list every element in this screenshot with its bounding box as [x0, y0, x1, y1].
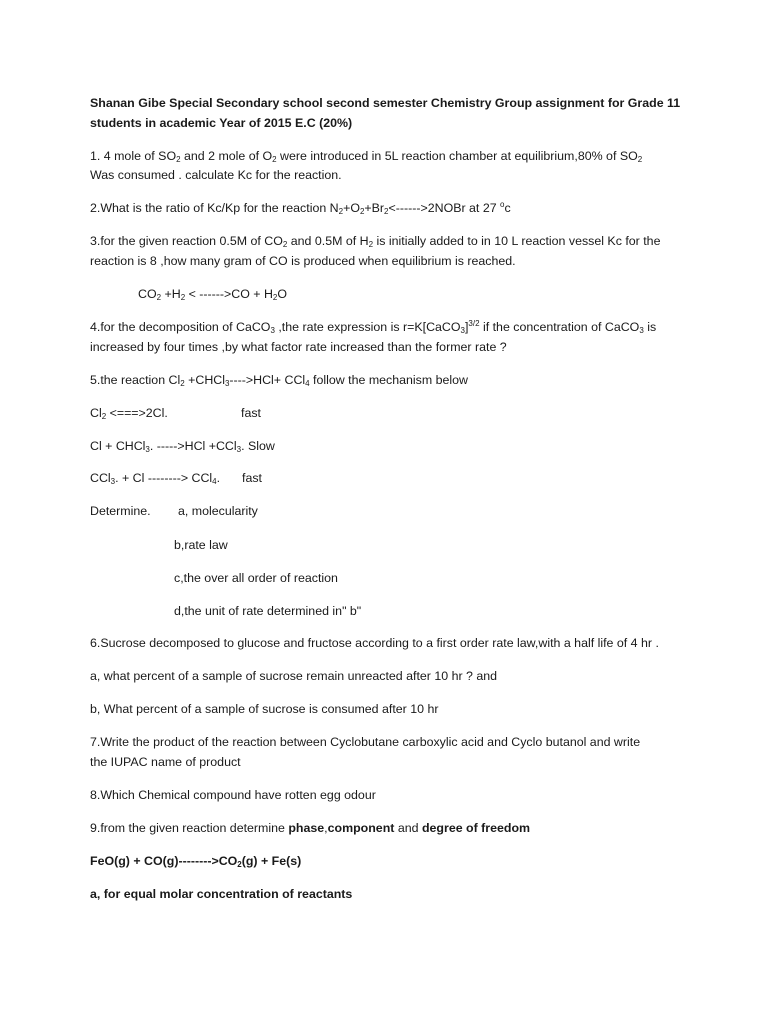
question-7-line1: 7.Write the product of the reaction between Cyclobutane carboxylic acid and Cyclo butanol and write — [90, 735, 641, 749]
question-3-line2: reaction is 8 ,how many gram of CO is produced when equilibrium is reached. — [90, 254, 516, 268]
question-4-line1: 4.for the decomposition of CaCO$_3$ ,the rate expression is r=K[CaCO$_3$]$^{3/2}$ if the concentration of CaCO$_3$ is — [90, 319, 657, 335]
question-5-part-a: a, molecularity — [178, 504, 258, 518]
question-5-stem: 5.the reaction $Cl_2$ +CHCl$_3$---->HCl+ CCl$_4$ follow the mechanism below — [90, 373, 468, 388]
mechanism-step-2: Cl + CHCl$_3$. ----->HCl +CCl$_3$. Slow — [90, 439, 275, 454]
question-3-equation: $CO_2 +H_2 < ------>CO + H_2O$ — [138, 287, 288, 302]
mechanism-step-3-speed: fast — [242, 471, 262, 485]
mechanism-step-1: $Cl_2 <===>2Cl$. — [90, 406, 168, 421]
assignment-title-line1: Shanan Gibe Special Secondary school second semester Chemistry Group assignment for Grade 11 — [90, 96, 681, 110]
question-9-part-a: a, for equal molar concentration of reactants — [90, 887, 353, 901]
question-1-line2: Was consumed . calculate Kc for the reaction. — [90, 168, 342, 182]
assignment-title-line2: students in academic Year of 2015 E.C (20%) — [90, 116, 353, 130]
mechanism-step-1-speed: fast — [241, 406, 261, 420]
question-7-line2: the IUPAC name of product — [90, 755, 241, 769]
question-9-equation: $FeO(g) + CO(g)-------->CO_2(g) + Fe(s)$ — [90, 854, 302, 869]
question-8: 8.Which Chemical compound have rotten egg odour — [90, 788, 376, 802]
question-5-part-d: d,the unit of rate determined in" b" — [174, 604, 362, 618]
question-4-line2: increased by four times ,by what factor rate increased than the former rate ? — [90, 340, 507, 354]
question-1-line1: 1. 4 mole of $SO_2$ and 2 mole of $O_2$ were introduced in 5L reaction chamber at equilibrium,80% of $SO_2$ — [90, 149, 643, 164]
mechanism-step-3: CCl$_3$. + Cl --------> CCl$_4$. — [90, 471, 221, 486]
question-9-stem: 9.from the given reaction determine phase,component and degree of freedom — [90, 821, 531, 835]
question-6-part-a: a, what percent of a sample of sucrose remain unreacted after 10 hr ? and — [90, 669, 498, 683]
question-3-line1: 3.for the given reaction 0.5M of $CO_2$ and 0.5M of $H_2$ is initially added to in 10 L reaction vessel Kc for the — [90, 234, 661, 249]
question-2: 2.What is the ratio of Kc/Kp for the reaction $N_2+O_2+Br_2<------>2NOBr$ at 27 $^o$c — [90, 200, 511, 216]
question-6-part-b: b, What percent of a sample of sucrose is consumed after 10 hr — [90, 702, 439, 716]
question-6-stem: 6.Sucrose decomposed to glucose and fructose according to a first order rate law,with a half life of 4 hr . — [90, 636, 659, 650]
question-5-part-b: b,rate law — [174, 538, 228, 552]
question-5-part-c: c,the over all order of reaction — [174, 571, 338, 585]
determine-label: Determine. — [90, 504, 151, 518]
